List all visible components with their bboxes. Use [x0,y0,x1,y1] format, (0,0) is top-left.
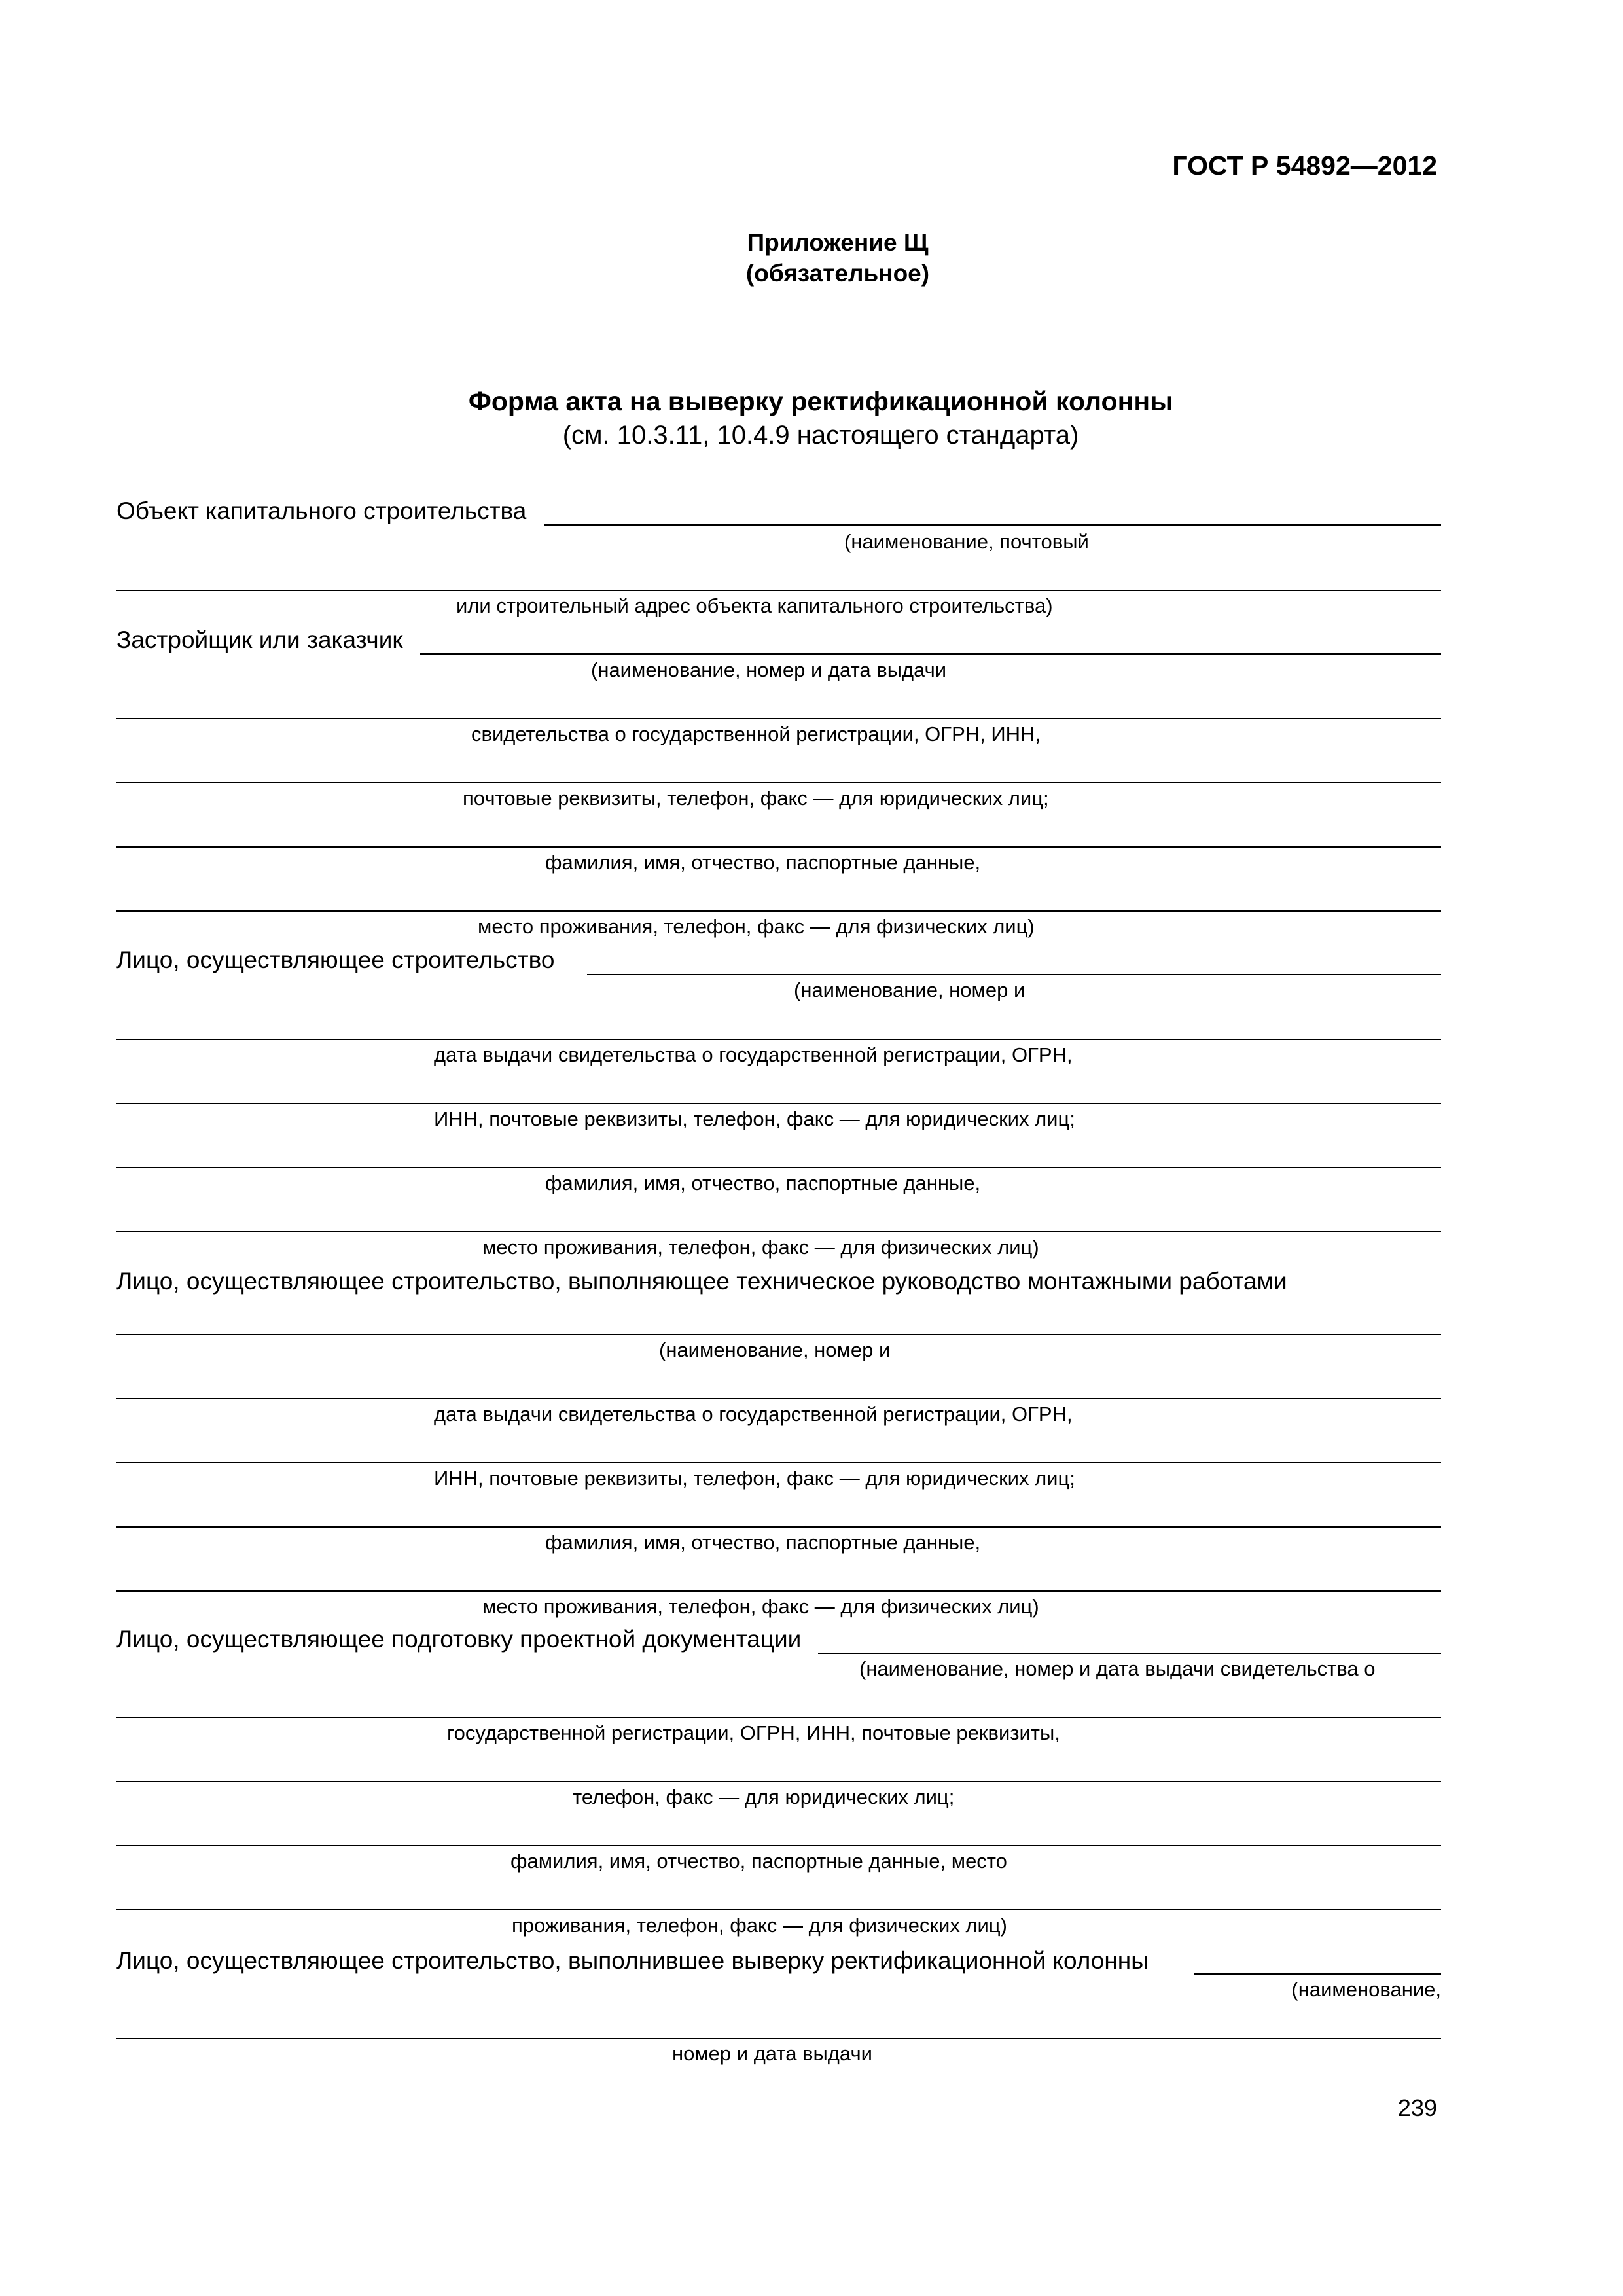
developer-line-2[interactable] [116,718,1441,719]
designer-line-1[interactable] [818,1653,1441,1654]
alignment-performer-line-2[interactable] [116,2038,1441,2039]
designer-caption-3: телефон, факс — для юридических лиц; [573,1785,955,1808]
developer-caption-3: почтовые реквизиты, телефон, факс — для юридических лиц; [463,787,1049,810]
appendix-status: (обязательное) [745,260,930,287]
tech-supervisor-caption-4: фамилия, имя, отчество, паспортные данные, [545,1531,981,1554]
tech-supervisor-line-3[interactable] [116,1462,1441,1463]
developer-label: Застройщик или заказчик [116,626,403,653]
builder-line-4[interactable] [116,1167,1441,1168]
object-caption-1: (наименование, почтовый [844,530,1089,553]
builder-caption-4: фамилия, имя, отчество, паспортные данные, [545,1172,981,1194]
developer-line-5[interactable] [116,910,1441,912]
developer-caption-5: место проживания, телефон, факс — для физических лиц) [478,915,1035,938]
builder-caption-1: (наименование, номер и [794,978,1026,1001]
object-caption-2: или строительный адрес объекта капитального строительства) [456,594,1053,617]
tech-supervisor-label: Лицо, осуществляющее строительство, выполняющее техническое руководство монтажными работами [116,1268,1287,1295]
alignment-performer-caption-1: (наименование, [1291,1978,1441,2001]
developer-line-3[interactable] [116,782,1441,783]
tech-supervisor-line-1[interactable] [116,1334,1441,1335]
form-reference: (см. 10.3.11, 10.4.9 настоящего стандарта) [562,421,1079,450]
designer-line-4[interactable] [116,1845,1441,1846]
tech-supervisor-line-5[interactable] [116,1590,1441,1592]
object-line-1[interactable] [544,524,1441,526]
builder-line-5[interactable] [116,1231,1441,1232]
builder-line-3[interactable] [116,1103,1441,1104]
developer-caption-2: свидетельства о государственной регистрации, ОГРН, ИНН, [471,723,1041,745]
designer-caption-4: фамилия, имя, отчество, паспортные данные, место [510,1850,1007,1873]
designer-label: Лицо, осуществляющее подготовку проектной документации [116,1626,802,1653]
tech-supervisor-line-4[interactable] [116,1526,1441,1528]
developer-caption-1: (наименование, номер и дата выдачи [591,658,947,681]
tech-supervisor-caption-3: ИНН, почтовые реквизиты, телефон, факс — для юридических лиц; [434,1467,1075,1490]
tech-supervisor-caption-1: (наименование, номер и [659,1338,891,1361]
alignment-performer-caption-2: номер и дата выдачи [672,2042,872,2065]
page-number: 239 [1397,2094,1437,2121]
appendix-title: Приложение Щ [747,229,929,256]
form-title: Форма акта на выверку ректификационной колонны [468,386,1173,416]
builder-caption-2: дата выдачи свидетельства о государственной регистрации, ОГРН, [434,1043,1073,1066]
builder-caption-3: ИНН, почтовые реквизиты, телефон, факс — для юридических лиц; [434,1107,1075,1130]
developer-line-1[interactable] [420,653,1441,655]
tech-supervisor-caption-5: место проживания, телефон, факс — для физических лиц) [482,1595,1039,1618]
alignment-performer-label: Лицо, осуществляющее строительство, выполнившее выверку ректификационной колонны [116,1947,1149,1974]
builder-label: Лицо, осуществляющее строительство [116,946,555,973]
developer-caption-4: фамилия, имя, отчество, паспортные данные, [545,851,981,874]
tech-supervisor-line-2[interactable] [116,1398,1441,1399]
object-line-2[interactable] [116,590,1441,591]
builder-caption-5: место проживания, телефон, факс — для физических лиц) [482,1236,1039,1259]
developer-line-4[interactable] [116,846,1441,848]
builder-line-2[interactable] [116,1039,1441,1040]
alignment-performer-line-1[interactable] [1194,1973,1441,1975]
standard-number: ГОСТ Р 54892—2012 [1172,151,1437,181]
designer-caption-2: государственной регистрации, ОГРН, ИНН, почтовые реквизиты, [447,1721,1060,1744]
designer-caption-5: проживания, телефон, факс — для физических лиц) [512,1914,1007,1937]
builder-line-1[interactable] [587,974,1441,975]
designer-caption-1: (наименование, номер и дата выдачи свидетельства о [859,1657,1376,1680]
tech-supervisor-caption-2: дата выдачи свидетельства о государственной регистрации, ОГРН, [434,1403,1073,1426]
designer-line-2[interactable] [116,1717,1441,1718]
object-label: Объект капитального строительства [116,497,527,524]
designer-line-3[interactable] [116,1781,1441,1782]
designer-line-5[interactable] [116,1909,1441,1910]
